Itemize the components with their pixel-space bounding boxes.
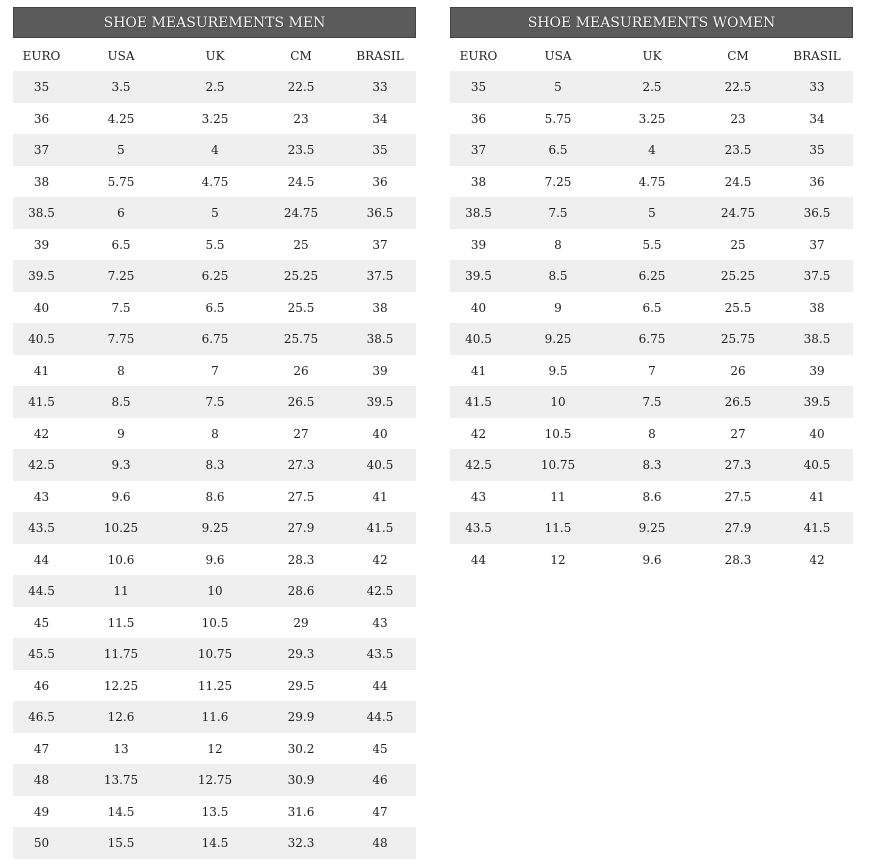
cell-usa: 3.5 [111,80,131,95]
table-row [13,575,416,607]
cell-usa: 15.5 [107,836,135,851]
women-table-title [450,7,853,38]
cell-cm: 24.5 [287,174,315,189]
cell-usa: 6.5 [111,237,131,252]
table-row [450,449,853,481]
cell-euro: 41 [470,363,487,378]
cell-uk: 4.75 [638,174,666,189]
cell-euro: 48 [33,773,50,788]
cell-cm: 24.75 [720,206,756,221]
table-row [13,481,416,513]
cell-usa: 5.75 [544,111,572,126]
table-row [450,386,853,418]
cell-uk: 6.5 [642,300,662,315]
cell-euro: 40 [33,300,50,315]
cell-usa: 9.3 [111,458,131,473]
cell-brasil: 37.5 [803,269,831,284]
cell-cm: 29.9 [287,710,315,725]
cell-uk: 5.5 [642,237,662,252]
cell-usa: 7.25 [107,269,135,284]
cell-brasil: 40.5 [366,458,394,473]
cell-uk: 9.6 [642,552,662,567]
cell-brasil: 38.5 [366,332,394,347]
cell-cm: 30.2 [287,741,315,756]
cell-brasil: 39.5 [803,395,831,410]
table-row [13,701,416,733]
men-table-title-text: SHOE MEASUREMENTS MEN [103,15,326,31]
cell-uk: 12.75 [197,773,233,788]
women-table-body [450,71,853,575]
men-table-title [13,7,416,38]
cell-uk: 4 [648,143,656,158]
cell-uk: 5 [648,206,656,221]
table-row [13,796,416,828]
cell-cm: 27.5 [724,489,752,504]
cell-uk: 8.6 [642,489,662,504]
table-row [450,197,853,229]
cell-euro: 46.5 [28,710,55,725]
cell-euro: 43.5 [28,521,55,536]
cell-euro: 37 [470,143,487,158]
cell-euro: 40 [470,300,487,315]
cell-brasil: 33 [372,80,388,95]
cell-cm: 24.75 [283,206,319,221]
cell-usa: 5 [117,143,125,158]
cell-brasil: 47 [372,804,388,819]
cell-euro: 40.5 [465,332,492,347]
cell-cm: 27 [293,426,309,441]
cell-cm: 22.5 [724,80,752,95]
table-row [450,292,853,324]
cell-euro: 44.5 [28,584,55,599]
cell-uk: 8.3 [642,458,662,473]
cell-uk: 9.25 [201,521,229,536]
cell-uk: 8 [211,426,219,441]
cell-euro: 47 [33,741,50,756]
cell-usa: 8.5 [111,395,131,410]
cell-usa: 10.5 [544,426,572,441]
cell-brasil: 39.5 [366,395,394,410]
cell-uk: 6.25 [201,269,229,284]
table-row [13,827,416,859]
cell-usa: 11.5 [544,521,572,536]
table-row [13,71,416,103]
cell-cm: 23.5 [287,143,315,158]
cell-brasil: 42 [809,552,825,567]
cell-uk: 10 [207,584,223,599]
table-row [450,260,853,292]
table-row [13,134,416,166]
cell-euro: 45 [33,615,50,630]
cell-cm: 31.6 [287,804,315,819]
table-row [13,229,416,261]
cell-euro: 43.5 [465,521,492,536]
cell-cm: 25.5 [287,300,315,315]
table-row [13,418,416,450]
cell-usa: 4.25 [107,111,135,126]
cell-brasil: 41 [809,489,825,504]
cell-brasil: 45 [372,741,388,756]
cell-brasil: 42.5 [366,584,394,599]
cell-usa: 7.5 [548,206,568,221]
cell-usa: 7.5 [111,300,131,315]
table-row [450,103,853,135]
cell-uk: 8.6 [205,489,225,504]
cell-euro: 37 [33,143,50,158]
cell-uk: 9.25 [638,521,666,536]
cell-brasil: 40 [809,426,825,441]
cell-uk: 4 [211,143,219,158]
cell-euro: 46 [33,678,50,693]
header-brasil: BRASIL [356,48,404,63]
cell-usa: 13.75 [103,773,139,788]
cell-usa: 10.25 [103,521,139,536]
table-row [450,544,853,576]
cell-usa: 13 [113,741,129,756]
table-row [450,418,853,450]
table-row [13,544,416,576]
cell-euro: 44 [470,552,487,567]
cell-uk: 2.5 [205,80,225,95]
cell-uk: 10.75 [197,647,233,662]
cell-uk: 8 [648,426,656,441]
table-row [13,103,416,135]
cell-uk: 11.6 [201,710,229,725]
cell-brasil: 35 [809,143,825,158]
cell-euro: 49 [33,804,50,819]
cell-cm: 26.5 [724,395,752,410]
cell-euro: 35 [33,80,50,95]
cell-euro: 40.5 [28,332,55,347]
cell-euro: 44 [33,552,50,567]
cell-usa: 10.75 [540,458,576,473]
cell-uk: 3.25 [201,111,229,126]
cell-uk: 3.25 [638,111,666,126]
table-row [13,670,416,702]
cell-brasil: 41 [372,489,388,504]
cell-euro: 45.5 [28,647,55,662]
table-row [13,607,416,639]
header-cm: CM [727,48,749,63]
cell-cm: 26 [293,363,309,378]
cell-brasil: 39 [372,363,388,378]
cell-brasil: 48 [372,836,388,851]
cell-uk: 7 [648,363,656,378]
cell-cm: 23 [730,111,746,126]
cell-brasil: 44.5 [366,710,394,725]
table-row [450,134,853,166]
cell-uk: 2.5 [642,80,662,95]
cell-usa: 12.6 [107,710,135,725]
table-row [13,764,416,796]
cell-cm: 24.5 [724,174,752,189]
cell-uk: 7.5 [205,395,225,410]
cell-usa: 5.75 [107,174,135,189]
cell-cm: 29.5 [287,678,315,693]
cell-usa: 6 [117,206,125,221]
cell-usa: 10.6 [107,552,135,567]
cell-brasil: 46 [372,773,388,788]
cell-usa: 12.25 [103,678,139,693]
cell-cm: 28.6 [287,584,315,599]
cell-euro: 43 [33,489,50,504]
cell-euro: 39.5 [28,269,55,284]
table-row [13,638,416,670]
table-row [13,260,416,292]
cell-usa: 9 [117,426,125,441]
cell-cm: 30.9 [287,773,315,788]
cell-euro: 39.5 [465,269,492,284]
cell-euro: 42.5 [465,458,492,473]
cell-usa: 11.75 [103,647,139,662]
cell-brasil: 36 [372,174,388,189]
table-row [450,323,853,355]
cell-cm: 28.3 [724,552,752,567]
cell-uk: 6.5 [205,300,225,315]
cell-brasil: 41.5 [366,521,394,536]
cell-usa: 5 [554,80,562,95]
cell-euro: 36 [470,111,487,126]
cell-uk: 8.3 [205,458,225,473]
cell-usa: 11.5 [107,615,135,630]
cell-cm: 27.9 [724,521,752,536]
cell-cm: 25.25 [720,269,756,284]
cell-usa: 9 [554,300,562,315]
cell-usa: 10 [550,395,566,410]
cell-cm: 27.3 [724,458,752,473]
cell-cm: 25.75 [720,332,756,347]
cell-uk: 6.25 [638,269,666,284]
cell-euro: 39 [470,237,487,252]
cell-uk: 13.5 [201,804,229,819]
cell-euro: 38.5 [465,206,492,221]
cell-uk: 6.75 [201,332,229,347]
women-header-row [450,38,853,71]
women-table-title-text: SHOE MEASUREMENTS WOMEN [527,15,776,31]
cell-usa: 6.5 [548,143,568,158]
cell-brasil: 34 [809,111,825,126]
cell-cm: 26 [730,363,746,378]
table-row [13,323,416,355]
cell-cm: 25.75 [283,332,319,347]
cell-usa: 7.75 [107,332,135,347]
cell-cm: 28.3 [287,552,315,567]
table-row [13,355,416,387]
table-row [450,481,853,513]
cell-cm: 25.5 [724,300,752,315]
men-size-table [13,7,416,859]
cell-uk: 7.5 [642,395,662,410]
header-brasil: BRASIL [793,48,841,63]
cell-brasil: 35 [372,143,388,158]
cell-euro: 38 [470,174,487,189]
cell-brasil: 36 [809,174,825,189]
cell-brasil: 37 [372,237,388,252]
cell-brasil: 42 [372,552,388,567]
cell-euro: 42 [33,426,50,441]
header-euro: EURO [459,48,498,63]
cell-uk: 4.75 [201,174,229,189]
cell-euro: 36 [33,111,50,126]
cell-uk: 5.5 [205,237,225,252]
cell-euro: 41.5 [28,395,55,410]
cell-brasil: 44 [372,678,388,693]
cell-euro: 35 [470,80,487,95]
cell-euro: 42 [470,426,487,441]
table-row [13,449,416,481]
cell-uk: 10.5 [201,615,229,630]
cell-cm: 32.3 [287,836,315,851]
table-row [13,197,416,229]
cell-euro: 43 [470,489,487,504]
cell-brasil: 43.5 [366,647,394,662]
cell-brasil: 33 [809,80,825,95]
header-uk: UK [642,48,662,63]
table-row [450,166,853,198]
cell-usa: 8 [117,363,125,378]
cell-cm: 27.3 [287,458,315,473]
cell-cm: 26.5 [287,395,315,410]
cell-euro: 38 [33,174,50,189]
cell-brasil: 38 [372,300,388,315]
cell-cm: 25 [293,237,309,252]
cell-brasil: 43 [372,615,388,630]
cell-uk: 11.25 [197,678,233,693]
header-cm: CM [290,48,312,63]
cell-euro: 38.5 [28,206,55,221]
cell-brasil: 40 [372,426,388,441]
cell-cm: 25 [730,237,746,252]
cell-brasil: 37 [809,237,825,252]
cell-brasil: 39 [809,363,825,378]
cell-euro: 50 [33,836,50,851]
cell-usa: 9.6 [111,489,131,504]
cell-cm: 23 [293,111,309,126]
header-usa: USA [544,48,572,63]
table-row [450,229,853,261]
table-row [450,355,853,387]
cell-brasil: 38.5 [803,332,831,347]
table-row [13,733,416,765]
cell-euro: 41.5 [465,395,492,410]
header-uk: UK [205,48,225,63]
cell-cm: 27 [730,426,746,441]
cell-euro: 39 [33,237,50,252]
cell-usa: 14.5 [107,804,135,819]
cell-usa: 11 [550,489,566,504]
cell-usa: 7.25 [544,174,572,189]
cell-cm: 29 [293,615,309,630]
cell-uk: 6.75 [638,332,666,347]
cell-brasil: 36.5 [366,206,394,221]
cell-brasil: 37.5 [366,269,394,284]
table-row [13,512,416,544]
cell-usa: 8 [554,237,562,252]
cell-brasil: 40.5 [803,458,831,473]
cell-uk: 12 [207,741,223,756]
cell-brasil: 36.5 [803,206,831,221]
cell-uk: 14.5 [201,836,229,851]
cell-brasil: 41.5 [803,521,831,536]
cell-brasil: 38 [809,300,825,315]
cell-cm: 23.5 [724,143,752,158]
cell-usa: 11 [113,584,129,599]
cell-cm: 29.3 [287,647,315,662]
cell-cm: 27.9 [287,521,315,536]
table-row [13,292,416,324]
cell-usa: 8.5 [548,269,568,284]
header-usa: USA [107,48,135,63]
men-header-row [13,38,416,71]
table-row [450,71,853,103]
table-row [13,166,416,198]
cell-uk: 9.6 [205,552,225,567]
cell-cm: 22.5 [287,80,315,95]
cell-cm: 27.5 [287,489,315,504]
cell-usa: 9.25 [544,332,572,347]
header-euro: EURO [22,48,61,63]
cell-usa: 9.5 [548,363,568,378]
cell-usa: 12 [550,552,566,567]
women-size-table [450,7,853,575]
cell-euro: 42.5 [28,458,55,473]
cell-cm: 25.25 [283,269,319,284]
cell-uk: 7 [211,363,219,378]
cell-euro: 41 [33,363,50,378]
table-row [450,512,853,544]
cell-brasil: 34 [372,111,388,126]
cell-uk: 5 [211,206,219,221]
table-row [13,386,416,418]
men-table-body [13,71,416,859]
